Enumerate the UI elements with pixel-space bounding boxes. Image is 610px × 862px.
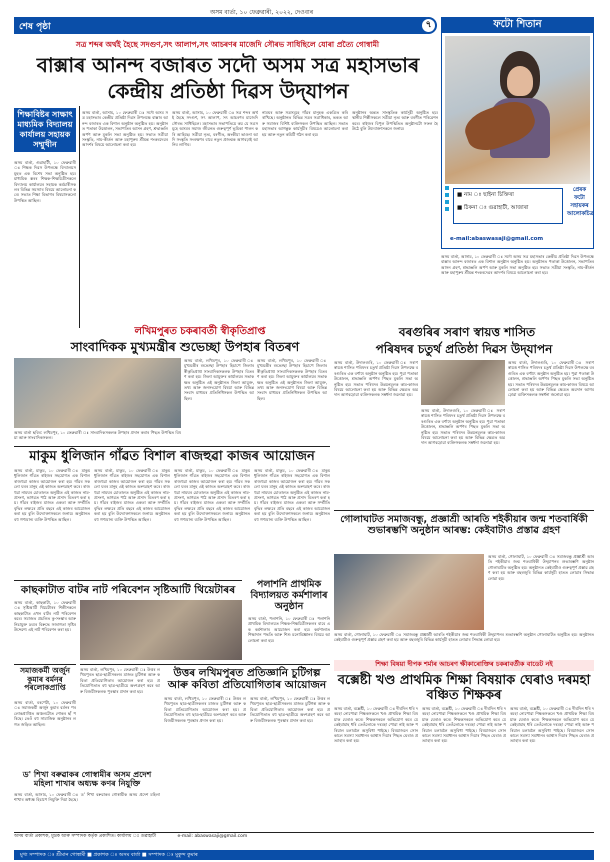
story2-body-b: অসম বাৰ্তা, লখিমপুৰ, ১০ ফেব্ৰুৱাৰী ঃ মুখ্যমন্ত্ৰীৰ শুভেচ্ছা উপহাৰ হিচাপে জিলাৰ স্বীকৃতিপ্ৰাপ্ত সাংবাদিকসকলক উপহাৰ বিতৰণ কৰা হয়। জিলা আয়ুক্তৰ কাৰ্যালয়ৰ সভাকক্ষত অনুষ্ঠিত এই অনুষ্ঠানত জিলা আয়ুক্ত, তথ্য আৰু জনসংযোগ বিষয়া আৰু বিভিন্ন সংবাদ মাধ্যমৰ প্ৰতিনিধিসকল উপস্থিত আছিল।	[257, 358, 327, 401]
story11-body-c: অসম বাৰ্তা, বক্সেষ্টী, ১০ ফেব্ৰুৱাৰী ঃ দীৰ্ঘদিন ধৰি দৰমহা নোপোৱা শিক্ষকসকলে খণ্ড প্ৰাথমিক শিক্ষা বিষয়াক ঘেৰাও কৰে। শিক্ষকসকলে অভিযোগ কৰে যে কেইবামাহ ধৰি তেওঁলোকে দৰমহা পোৱা নাই আৰু পৰিয়াল চলাবলৈ অসুবিধা পাইছে। বিষয়াজনে সোনকালে সমস্যা সমাধানৰ আশ্বাস দিয়াৰ পিছত ঘেৰাও প্ৰত্যাহাৰ কৰা হয়।	[510, 706, 594, 744]
footer-bar-text: মুখ্য সম্পাদক ঃ শ্ৰীমান গোস্বামী ■ প্ৰকাশক ঃ অসম বাৰ্তা ■ সম্পাদক ঃ মুকুন্দ কুমাৰ	[20, 852, 198, 858]
story10-body: অসম বাৰ্তা, আসাম, ১০ ফেব্ৰুৱাৰী ঃ ড' শিখা বৰুৱাকৰ গোস্বামীক অসম প্ৰদেশ মহিলা শাখাৰ অধ্যক্ষ হিচাপে নিযুক্তি দিয়া হৈছে।	[14, 792, 160, 803]
story7-body: অসম বাৰ্তা, পলাশনি, ১০ ফেব্ৰুৱাৰী ঃ পলাশনি প্ৰাথমিক বিদ্যালয়ত শিক্ষক-শিক্ষয়িত্ৰীসকলৰ বাবে এক কৰ্মশালাৰ আয়োজন কৰা হয়। কৰ্মশালাত শিক্ষাদান পদ্ধতি আৰু শিশু মনোবিজ্ঞানৰ বিষয়ে আলোচনা কৰা হয়।	[248, 616, 330, 643]
story6-body: অসম বাৰ্তা, কাছকাটা, ১০ ফেব্ৰুৱাৰী ঃ সৃষ্টিআটি থিয়েটাৰৰ শিল্পীসকলে কাছকাটাত এখন বাটৰ নাট পৰিবেশন কৰে। সমাজত প্ৰচলিত কু-সংস্কাৰ আৰু নিচাযুক্ত দ্ৰব্যৰ বিৰুদ্ধে সজাগতা সৃষ্টিৰ উদ্দেশ্যে এই নাট পৰিবেশন কৰা হয়।	[14, 600, 76, 633]
story2-kicker: লখিমপুৰত চকৰাবৰ্তী স্বীকৃতিপ্ৰাপ্ত	[134, 326, 266, 337]
story5-photo	[334, 554, 484, 630]
column-rule	[79, 106, 80, 328]
divider	[14, 664, 76, 665]
lead-body-col4: অনুষ্ঠানৰ অন্তত সাংস্কৃতিক কাৰ্যসূচী অনুষ্ঠিত হয়। স্থানীয় শিল্পীসকলে সত্ৰীয়া নৃত্য আৰু বৰগীত পৰিৱেশন কৰে। ৰাইজৰ বিপুল উপস্থিতিত অনুষ্ঠানটো সফল হৈ উঠে বুলি উদ্যোক্তাসকলে জনায়।	[352, 110, 438, 132]
story11-kicker: শিক্ষা বিষয়া দীপক শৰ্মাৰ আচৰণ ক্ষীকাৰোক্তিৰ চকৰাবৰ্তীক বাডেট নই	[375, 660, 553, 668]
story9-headline: উত্তৰ লখিমপুৰত প্ৰতিজ্ঞানি চুটিগল্প আৰু কবিতা প্ৰতিযোগিতাৰ আয়োজন	[167, 667, 327, 692]
story6-photo	[80, 600, 242, 660]
divider	[80, 664, 330, 665]
story11-body-a: অসম বাৰ্তা, বক্সেষ্টী, ১০ ফেব্ৰুৱাৰী ঃ দীৰ্ঘদিন ধৰি দৰমহা নোপোৱা শিক্ষকসকলে খণ্ড প্ৰাথমিক শিক্ষা বিষয়াক ঘেৰাও কৰে। শিক্ষকসকলে অভিযোগ কৰে যে কেইবামাহ ধৰি তেওঁলোকে দৰমহা পোৱা নাই আৰু পৰিয়াল চলাবলৈ অসুবিধা পাইছে। বিষয়াজনে সোনকালে সমস্যা সমাধানৰ আশ্বাস দিয়াৰ পিছত ঘেৰাও প্ৰত্যাহাৰ কৰা হয়।	[334, 706, 418, 744]
story8-body: অসম বাৰ্তা, বৰপেটা, ১০ ফেব্ৰুৱাৰী ঃ সমাজকৰ্মী অৰ্জুন কুমাৰ বৰ্মনৰ পৰলোকপ্ৰাপ্তিত অঞ্চলটোত শোকৰ ছাঁ পৰিছে। তেওঁ বহু সামাজিক অনুষ্ঠানৰ লগত জড়িত আছিল।	[14, 700, 76, 727]
lead-body-col1: অসম বাৰ্তা, আসাম, ১০ ফেব্ৰুৱাৰী ঃ সদৌ অসম সত্ৰ মহাসভাৰ কেন্দ্ৰীয় প্ৰতিষ্ঠা দিৱস উপলক্ষে বাক্সাৰ আনন্দ বজাৰত এক বিশাল অনুষ্ঠান অনুষ্ঠিত হয়। অনুষ্ঠানত পতাকা উত্তোলন, সভাপতিৰ আসন গ্ৰহণ, শ্ৰদ্ধাঞ্জলি অৰ্পণ আৰু মুকলি সভা অনুষ্ঠিত হয়। সভাত সত্ৰীয়া সংস্কৃতি, নাম-কীৰ্তন আৰু মহাপুৰুষ শ্ৰীমন্ত শংকৰদেৱৰ আদৰ্শৰ বিষয়ে আলোচনা কৰা হয়।	[82, 110, 168, 148]
story7-headline: পলাশনি প্ৰাথমিক বিদ্যালয়ত কৰ্মশালাৰ অনুষ্ঠান	[250, 579, 328, 612]
story5-body-b: অসম বাৰ্তা, গোলাঘাট, ১০ ফেব্ৰুৱাৰী ঃ সমাজবন্ধু প্ৰজ্ঞাশ্ৰী আৰতি শইকীয়াৰ জন্ম শতবাৰ্ষিকী উদ্‌যাপনৰ শুভাৰম্ভণি অনুষ্ঠান গোলাঘাটত অনুষ্ঠিত হয়। অনুষ্ঠানত কেইবাটাও গুৰুত্বপূৰ্ণ প্ৰস্তাৱ গ্ৰহণ কৰা হয় আৰু বছৰজুৰি বিভিন্ন কাৰ্যসূচী হাতত লোৱাৰ সিদ্ধান্ত লোৱা হয়।	[334, 632, 594, 643]
lead-body-col3: নামঘৰ আৰু সত্ৰসমূহে গাঁৱৰ মানুহক একত্ৰিত কৰি ৰাখিছে। অনুষ্ঠানত বিভিন্ন সত্ৰৰ সত্ৰাধিকাৰ, ভকত আৰু সমাজৰ বিশিষ্ট ব্যক্তিসকল উপস্থিত আছিল। সভাত মহাসভাৰ আগন্তুক কাৰ্যসূচীৰ বিষয়েও আলোচনা কৰা হয় আৰু নতুন কমিটি গঠন কৰা হয়।	[262, 110, 348, 137]
story3-headline: পৰিষদৰ চতুৰ্থ প্ৰতিষ্ঠা দিৱস উদ্‌যাপন	[375, 342, 553, 356]
section-bar	[14, 17, 434, 34]
story2-caption: অসম বাৰ্তা ছবিৰ: লখিমপুৰ, ১০ ফেব্ৰুৱাৰী ঃ সাংবাদিকসকলক উপহাৰ প্ৰদান কৰাৰ পিছত উপস্থিত বিষয়া আৰু সাংবাদিকসকল।	[14, 430, 181, 441]
story5-body-a: অসম বাৰ্তা, গোলাঘাট, ১০ ফেব্ৰুৱাৰী ঃ সমাজবন্ধু প্ৰজ্ঞাশ্ৰী আৰতি শইকীয়াৰ জন্ম শতবাৰ্ষিকী উদ্‌যাপনৰ শুভাৰম্ভণি অনুষ্ঠান গোলাঘাটত অনুষ্ঠিত হয়। অনুষ্ঠানত কেইবাটাও গুৰুত্বপূৰ্ণ প্ৰস্তাৱ গ্ৰহণ কৰা হয় আৰু বছৰজুৰি বিভিন্ন কাৰ্যসূচী হাতত লোৱাৰ সিদ্ধান্ত লোৱা হয়।	[488, 554, 594, 581]
story9-body-c: অসম বাৰ্তা, লখিমপুৰ, ১০ ফেব্ৰুৱাৰী ঃ উত্তৰ লখিমপুৰত ছাত্ৰ-ছাত্ৰীসকলৰ মাজত চুটিগল্প আৰু কবিতা প্ৰতিযোগিতাৰ আয়োজন কৰা হয়। প্ৰতিযোগিতাত বহু ছাত্ৰ-ছাত্ৰীয়ে অংশগ্ৰহণ কৰে আৰু বিজয়ীসকলক পুৰস্কাৰ প্ৰদান কৰা হয়।	[250, 696, 330, 723]
story3-body-c: অসম বাৰ্তা, উদালগুৰি, ১০ ফেব্ৰুৱাৰী ঃ সৰাণ স্বায়ত্ত শাসিত পৰিষদৰ চতুৰ্থ প্ৰতিষ্ঠা দিৱস উপলক্ষে বৰগুৰিত এক বৰ্ণাঢ্য অনুষ্ঠান অনুষ্ঠিত হয়। পুৱা পতাকা উত্তোলন, শ্ৰদ্ধাঞ্জলি অৰ্পণৰ পিছত মুকলি সভা অনুষ্ঠিত হয়। সভাত পৰিষদৰ উন্নয়নমূলক কাম-কাজৰ বিষয়ে আলোচনা কৰা হয় আৰু বিভিন্ন ক্ষেত্ৰত অৱদান আগবঢ়োৱা ব্যক্তিসকলক সম্বৰ্ধনা জনোৱা হয়।	[508, 360, 594, 398]
story3-photo	[421, 360, 505, 405]
decorative-squares	[445, 186, 451, 226]
story4-body-a: অসম বাৰ্তা, মাকুম, ১০ ফেব্ৰুৱাৰী ঃ মাকুম ধুলিজান গাঁৱত ৰাইজৰ সহযোগত এক বিশাল ৰাজহুৱা কাজৰ আয়োজন কৰা হয়। গাঁৱৰ সকলো ঘৰৰ মানুহ এই কাজত অংশগ্ৰহণ কৰে। ৰাজহুৱা নামঘৰ চোতালত অনুষ্ঠিত এই কাজত নাম-প্ৰসংগ, ভাগৱত পাঠ আৰু প্ৰসাদ বিতৰণ কৰা হয়। গাঁৱৰ ৰাইজৰ মাজত একতা আৰু সম্প্ৰীতি বৃদ্ধিৰ লক্ষ্যৰে প্ৰতি বছৰে এই কাজৰ আয়োজন কৰা হয় বুলি উদ্যোক্তাসকলে জনায়। অনুষ্ঠানত বহু গণ্যমান্য ব্যক্তি উপস্থিত আছিল।	[14, 468, 90, 522]
photo-side-label: প্ৰেৰক ফটো সহায়কৰ আলোকচিত্ৰ	[567, 187, 594, 217]
story2-headline: সাংবাদিকক মুখ্যমন্ত্ৰীৰ শুভেচ্ছা উপহাৰ বিতৰণ	[70, 339, 300, 354]
lead-body-col2: অসম বাৰ্তা, আসাম, ১০ ফেব্ৰুৱাৰী ঃ সত্ৰ শব্দৰ অৰ্থই হৈছে সদগুণ, সৎ আলাপ, সৎ আচৰণৰ মাজেদি সৌৰভ সাধিছিলে। মহাসভাৰ সভাপতিয়ে কয় যে সত্ৰসমূহে অসমৰ সমাজ জীৱনত গুৰুত্বপূৰ্ণ ভূমিকা পালন কৰি আহিছে। সত্ৰীয়া নৃত্য, বৰগীত, অংকীয়া ভাওনা আদি সংস্কৃতি সংৰক্ষণৰ বাবে নতুন প্ৰজন্মক আগবঢ়াই আনিব লাগিব।	[172, 110, 258, 148]
story3-kicker: বৰগুৰিৰ সৰাণ স্বায়ত্ত শাসিত	[398, 325, 536, 339]
story3-body-b: অসম বাৰ্তা, উদালগুৰি, ১০ ফেব্ৰুৱাৰী ঃ সৰাণ স্বায়ত্ত শাসিত পৰিষদৰ চতুৰ্থ প্ৰতিষ্ঠা দিৱস উপলক্ষে বৰগুৰিত এক বৰ্ণাঢ্য অনুষ্ঠান অনুষ্ঠিত হয়। পুৱা পতাকা উত্তোলন, শ্ৰদ্ধাঞ্জলি অৰ্পণৰ পিছত মুকলি সভা অনুষ্ঠিত হয়। সভাত পৰিষদৰ উন্নয়নমূলক কাম-কাজৰ বিষয়ে আলোচনা কৰা হয় আৰু বিভিন্ন ক্ষেত্ৰত অৱদান আগবঢ়োৱা ব্যক্তিসকলক সম্বৰ্ধনা জনোৱা হয়।	[421, 408, 505, 446]
story8-headline: সমাজকৰ্মী অৰ্জুন কুমাৰ বৰ্মনৰ পৰলোকপ্ৰাপ্তি	[20, 666, 70, 693]
photo-box-caption-text: অসম বাৰ্তা, আসাম, ১০ ফেব্ৰুৱাৰী ঃ সদৌ অসম সত্ৰ মহাসভাৰ কেন্দ্ৰীয় প্ৰতিষ্ঠা দিৱস উপলক্ষে বাক্সাৰ আনন্দ বজাৰত এক বিশাল অনুষ্ঠান অনুষ্ঠিত হয়। অনুষ্ঠানত পতাকা উত্তোলন, সভাপতিৰ আসন গ্ৰহণ, শ্ৰদ্ধাঞ্জলি অৰ্পণ আৰু মুকলি সভা অনুষ্ঠিত হয়। সভাত সত্ৰীয়া সংস্কৃতি, নাম-কীৰ্তন আৰু মহাপুৰুষ শ্ৰীমন্ত শংকৰদেৱৰ আদৰ্শৰ বিষয়ে আলোচনা কৰা হয়।	[441, 254, 594, 276]
left-column-body: অসম বাৰ্তা, গুৱাহাটী, ১০ ফেব্ৰুৱাৰী ঃ শিক্ষক দিৱস উপলক্ষে বিদ্যালয়সমূহত এক বিশেষ সভা অনুষ্ঠিত হয়। মাধ্যমিক স্তৰৰ শিক্ষক-শিক্ষয়িত্ৰীসকলে বিদ্যালয় কাৰ্যালয়ৰ সহায়ক কৰ্মচাৰীসকলৰ বিভিন্ন সমস্যাৰ বিষয়ে আলোচনা কৰে। সভাত শিক্ষা বিভাগৰ বিষয়াসকলো উপস্থিত আছিল।	[14, 160, 76, 203]
story4-body-b: অসম বাৰ্তা, মাকুম, ১০ ফেব্ৰুৱাৰী ঃ মাকুম ধুলিজান গাঁৱত ৰাইজৰ সহযোগত এক বিশাল ৰাজহুৱা কাজৰ আয়োজন কৰা হয়। গাঁৱৰ সকলো ঘৰৰ মানুহ এই কাজত অংশগ্ৰহণ কৰে। ৰাজহুৱা নামঘৰ চোতালত অনুষ্ঠিত এই কাজত নাম-প্ৰসংগ, ভাগৱত পাঠ আৰু প্ৰসাদ বিতৰণ কৰা হয়। গাঁৱৰ ৰাইজৰ মাজত একতা আৰু সম্প্ৰীতি বৃদ্ধিৰ লক্ষ্যৰে প্ৰতি বছৰে এই কাজৰ আয়োজন কৰা হয় বুলি উদ্যোক্তাসকলে জনায়। অনুষ্ঠানত বহু গণ্যমান্য ব্যক্তি উপস্থিত আছিল।	[94, 468, 170, 522]
footer-email[interactable]: e-mail: abaswasaji@gmail.com	[177, 834, 248, 839]
story11-body-b: অসম বাৰ্তা, বক্সেষ্টী, ১০ ফেব্ৰুৱাৰী ঃ দীৰ্ঘদিন ধৰি দৰমহা নোপোৱা শিক্ষকসকলে খণ্ড প্ৰাথমিক শিক্ষা বিষয়াক ঘেৰাও কৰে। শিক্ষকসকলে অভিযোগ কৰে যে কেইবামাহ ধৰি তেওঁলোকে দৰমহা পোৱা নাই আৰু পৰিয়াল চলাবলৈ অসুবিধা পাইছে। বিষয়াজনে সোনকালে সমস্যা সমাধানৰ আশ্বাস দিয়াৰ পিছত ঘেৰাও প্ৰত্যাহাৰ কৰা হয়।	[422, 706, 506, 744]
lead-headline: বাক্সাৰ আনন্দ বজাৰত সদৌ অসম সত্ৰ মহাসভাৰ কেন্দ্ৰীয় প্ৰতিষ্ঠা দিৱস উদ্‌যাপন	[36, 53, 420, 103]
footer	[14, 832, 594, 850]
divider	[334, 510, 594, 511]
footer-bar	[14, 850, 594, 860]
photo-email[interactable]: e-mail:abaswasaji@gmail.com	[450, 236, 544, 242]
story9-body-a: অসম বাৰ্তা, লখিমপুৰ, ১০ ফেব্ৰুৱাৰী ঃ উত্তৰ লখিমপুৰত ছাত্ৰ-ছাত্ৰীসকলৰ মাজত চুটিগল্প আৰু কবিতা প্ৰতিযোগিতাৰ আয়োজন কৰা হয়। প্ৰতিযোগিতাত বহু ছাত্ৰ-ছাত্ৰীয়ে অংশগ্ৰহণ কৰে আৰু বিজয়ীসকলক পুৰস্কাৰ প্ৰদান কৰা হয়।	[80, 667, 160, 694]
story10-headline: ড' শিখা বৰুৱাকৰ গোস্বামীৰ অসম প্ৰদেশ মহিলা শাখাৰ অধ্যক্ষ কণৰ নিযুক্তি	[22, 770, 152, 789]
lead-kicker: সত্ৰ শব্দৰ অৰ্থই হৈছে সদগুণ,সৎ আলাপ,সৎ আচৰণৰ মাজেদি সৌৰভ সাধিছিলে যোৰা প্ৰত্যৈ গোস্বামী	[75, 40, 380, 49]
story4-headline: মাকুম ধুলিজান গাঁৱত বিশাল ৰাজহুৱা কাজৰ আয়োজন	[29, 449, 315, 464]
photo-place: ■ ঠিকনা ঃ গুৱাহাটী, আজাৰা	[457, 205, 529, 211]
story11-headline: বক্সেষ্টী খণ্ড প্ৰাথমিক শিক্ষা বিষয়াক ঘেৰাও দৰমহা বঞ্চিত শিক্ষকৰ	[337, 673, 591, 703]
photo-box-title: ফটো শিতান	[441, 17, 594, 33]
featured-photo	[445, 36, 590, 184]
left-column-headline: শিক্ষাবিষ্টৰ সাক্ষাৎ মাধ্যমিক বিদ্যালয় কাৰ্যালয় সহায়ক সম্মুখীন	[14, 108, 76, 152]
footer-imprint: অসম বাৰ্তা প্ৰকাশক, মুদ্ৰক আৰু সম্পাদক কৰ্তৃক প্ৰকাশিত। কাৰ্যালয় ঃ গুৱাহাটী	[14, 834, 157, 839]
story4-body-d: অসম বাৰ্তা, মাকুম, ১০ ফেব্ৰুৱাৰী ঃ মাকুম ধুলিজান গাঁৱত ৰাইজৰ সহযোগত এক বিশাল ৰাজহুৱা কাজৰ আয়োজন কৰা হয়। গাঁৱৰ সকলো ঘৰৰ মানুহ এই কাজত অংশগ্ৰহণ কৰে। ৰাজহুৱা নামঘৰ চোতালত অনুষ্ঠিত এই কাজত নাম-প্ৰসংগ, ভাগৱত পাঠ আৰু প্ৰসাদ বিতৰণ কৰা হয়। গাঁৱৰ ৰাইজৰ মাজত একতা আৰু সম্প্ৰীতি বৃদ্ধিৰ লক্ষ্যৰে প্ৰতি বছৰে এই কাজৰ আয়োজন কৰা হয় বুলি উদ্যোক্তাসকলে জনায়। অনুষ্ঠানত বহু গণ্যমান্য ব্যক্তি উপস্থিত আছিল।	[254, 468, 330, 522]
story4-body-c: অসম বাৰ্তা, মাকুম, ১০ ফেব্ৰুৱাৰী ঃ মাকুম ধুলিজান গাঁৱত ৰাইজৰ সহযোগত এক বিশাল ৰাজহুৱা কাজৰ আয়োজন কৰা হয়। গাঁৱৰ সকলো ঘৰৰ মানুহ এই কাজত অংশগ্ৰহণ কৰে। ৰাজহুৱা নামঘৰ চোতালত অনুষ্ঠিত এই কাজত নাম-প্ৰসংগ, ভাগৱত পাঠ আৰু প্ৰসাদ বিতৰণ কৰা হয়। গাঁৱৰ ৰাইজৰ মাজত একতা আৰু সম্প্ৰীতি বৃদ্ধিৰ লক্ষ্যৰে প্ৰতি বছৰে এই কাজৰ আয়োজন কৰা হয় বুলি উদ্যোক্তাসকলে জনায়। অনুষ্ঠানত বহু গণ্যমান্য ব্যক্তি উপস্থিত আছিল।	[174, 468, 250, 522]
dateline: অসম বাৰ্তা, ১০ ফেব্ৰুৱাৰী, ২০২২, দেওবাৰ	[210, 9, 314, 16]
story3-body-a: অসম বাৰ্তা, উদালগুৰি, ১০ ফেব্ৰুৱাৰী ঃ সৰাণ স্বায়ত্ত শাসিত পৰিষদৰ চতুৰ্থ প্ৰতিষ্ঠা দিৱস উপলক্ষে বৰগুৰিত এক বৰ্ণাঢ্য অনুষ্ঠান অনুষ্ঠিত হয়। পুৱা পতাকা উত্তোলন, শ্ৰদ্ধাঞ্জলি অৰ্পণৰ পিছত মুকলি সভা অনুষ্ঠিত হয়। সভাত পৰিষদৰ উন্নয়নমূলক কাম-কাজৰ বিষয়ে আলোচনা কৰা হয় আৰু বিভিন্ন ক্ষেত্ৰত অৱদান আগবঢ়োৱা ব্যক্তিসকলক সম্বৰ্ধনা জনোৱা হয়।	[334, 360, 418, 398]
section-label: শেষ পৃষ্ঠা	[19, 22, 51, 32]
story9-body-b: অসম বাৰ্তা, লখিমপুৰ, ১০ ফেব্ৰুৱাৰী ঃ উত্তৰ লখিমপুৰত ছাত্ৰ-ছাত্ৰীসকলৰ মাজত চুটিগল্প আৰু কবিতা প্ৰতিযোগিতাৰ আয়োজন কৰা হয়। প্ৰতিযোগিতাত বহু ছাত্ৰ-ছাত্ৰীয়ে অংশগ্ৰহণ কৰে আৰু বিজয়ীসকলক পুৰস্কাৰ প্ৰদান কৰা হয়।	[164, 696, 246, 723]
divider	[14, 580, 242, 581]
story2-body-a: অসম বাৰ্তা, লখিমপুৰ, ১০ ফেব্ৰুৱাৰী ঃ মুখ্যমন্ত্ৰীৰ শুভেচ্ছা উপহাৰ হিচাপে জিলাৰ স্বীকৃতিপ্ৰাপ্ত সাংবাদিকসকলক উপহাৰ বিতৰণ কৰা হয়। জিলা আয়ুক্তৰ কাৰ্যালয়ৰ সভাকক্ষত অনুষ্ঠিত এই অনুষ্ঠানত জিলা আয়ুক্ত, তথ্য আৰু জনসংযোগ বিষয়া আৰু বিভিন্ন সংবাদ মাধ্যমৰ প্ৰতিনিধিসকল উপস্থিত আছিল।	[184, 358, 254, 401]
story2-photo	[14, 358, 181, 428]
photo-credit-box	[453, 188, 563, 224]
divider	[14, 446, 330, 447]
story5-headline: গোলাঘাটত সমাজবন্ধু, প্ৰজ্ঞাশ্ৰী আৰতি শইকীয়াৰ জন্ম শতবাৰ্ষিকী শুভাৰম্ভণি অনুষ্ঠান আৰম্ভ: কেইবাটাও প্ৰস্তাৱ গ্ৰহণ	[340, 514, 588, 537]
page-number: ৭	[420, 17, 437, 34]
photo-name: ■ নাম ঃ ছাইনা চিক্তিৰা	[457, 192, 514, 198]
story6-headline: কাছকাটাত বাটৰ নাট পৰিবেশন সৃষ্টিআটি থিয়েটাৰৰ	[20, 584, 236, 596]
